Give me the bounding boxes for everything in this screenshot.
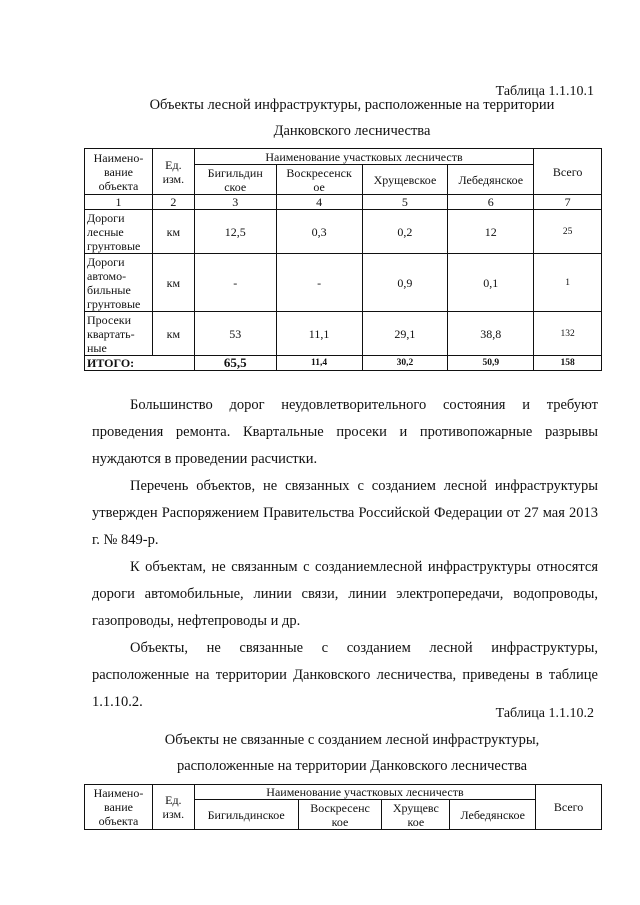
- table1-caption: Таблица 1.1.10.1: [495, 84, 594, 99]
- row-value: 12,5: [194, 210, 276, 254]
- row-name: Дороги лесные грунтовые: [85, 210, 153, 254]
- row-unit: км: [152, 254, 194, 312]
- table2-title-line1: Объекты не связанные с созданием лесной инфраструктуры,: [164, 732, 540, 748]
- itogo-value: 11,4: [276, 356, 362, 371]
- header-unit: Ед. изм.: [152, 149, 194, 195]
- row-value: 0,1: [448, 254, 534, 312]
- row-value: 11,1: [276, 312, 362, 356]
- col-number: 4: [276, 195, 362, 210]
- row-total: 132: [534, 312, 602, 356]
- itogo-value: 50,9: [448, 356, 534, 371]
- itogo-value: 30,2: [362, 356, 448, 371]
- body-text: [92, 392, 598, 716]
- row-value: 38,8: [448, 312, 534, 356]
- table2-caption: Таблица 1.1.10.2: [495, 706, 594, 721]
- paragraph: Большинство дорог неудовлетворительного состояния и требуют проведения ремонта. Квартальные просеки и противопожарные разрывы нуждаются в проведении расчистки.: [92, 397, 598, 467]
- total-row: [85, 356, 602, 371]
- row-value: -: [194, 254, 276, 312]
- header-forestry-4: Лебедянское: [448, 165, 534, 195]
- header-forestry-3: Хрущевское: [362, 165, 448, 195]
- header-object: Наимено- вание объекта: [85, 149, 153, 195]
- paragraph: К объектам, не связанным с созданиемлесной инфраструктуры относятся дороги автомобильные, линии связи, линии электропередачи, водопроводы, газопроводы, нефтепроводы и др.: [92, 559, 598, 629]
- table-row: [85, 210, 602, 254]
- itogo-label: ИТОГО:: [85, 356, 195, 371]
- col-number: 1: [85, 195, 153, 210]
- header-forestry-group: Наименование участковых лесничеств: [194, 785, 535, 800]
- row-value: 29,1: [362, 312, 448, 356]
- header-object: Наимено- вание объекта: [85, 785, 153, 830]
- paragraph: Объекты, не связанные с созданием лесной инфраструктуры, расположенные на территории Данковского лесничества, приведены в таблице 1.1.10.2.: [92, 640, 598, 710]
- table1: [84, 148, 602, 371]
- itogo-value: 65,5: [194, 356, 276, 371]
- header-forestry-4: Лебедянское: [450, 800, 536, 830]
- row-unit: км: [152, 312, 194, 356]
- header-forestry-2: Воскресенск ое: [276, 165, 362, 195]
- col-number: 3: [194, 195, 276, 210]
- row-value: 53: [194, 312, 276, 356]
- row-total: 1: [534, 254, 602, 312]
- table2-title-line2: расположенные на территории Данковского лесничества: [176, 758, 528, 774]
- row-total: 25: [534, 210, 602, 254]
- header-forestry-2: Воскресенс кое: [298, 800, 382, 830]
- row-name: Просеки квартать- ные: [85, 312, 153, 356]
- table-row: [85, 312, 602, 356]
- row-value: 0,2: [362, 210, 448, 254]
- col-number: 6: [448, 195, 534, 210]
- col-number: 2: [152, 195, 194, 210]
- header-forestry-1: Бигильдинское: [194, 800, 298, 830]
- row-value: 0,3: [276, 210, 362, 254]
- table1-title-line2: Данковского лесничества: [273, 123, 431, 139]
- row-value: -: [276, 254, 362, 312]
- row-value: 12: [448, 210, 534, 254]
- row-unit: км: [152, 210, 194, 254]
- header-forestry-1: Бигильдин ское: [194, 165, 276, 195]
- col-number: 7: [534, 195, 602, 210]
- col-number: 5: [362, 195, 448, 210]
- table1-title-line1: Объекты лесной инфраструктуры, расположенные на территории: [149, 97, 555, 113]
- header-forestry-group: Наименование участковых лесничеств: [194, 149, 533, 165]
- row-name: Дороги автомо- бильные грунтовые: [85, 254, 153, 312]
- header-unit: Ед. изм.: [152, 785, 194, 830]
- header-total: Всего: [534, 149, 602, 195]
- row-value: 0,9: [362, 254, 448, 312]
- paragraph: Перечень объектов, не связанных с созданием лесной инфраструктуры утвержден Распоряжением Правительства Российской Федерации от 27 мая 2013 г. № 849-р.: [92, 478, 598, 548]
- table-row: [85, 254, 602, 312]
- header-total: Всего: [536, 785, 602, 830]
- table2: [84, 784, 602, 830]
- itogo-total: 158: [534, 356, 602, 371]
- header-forestry-3: Хрущевс кое: [382, 800, 450, 830]
